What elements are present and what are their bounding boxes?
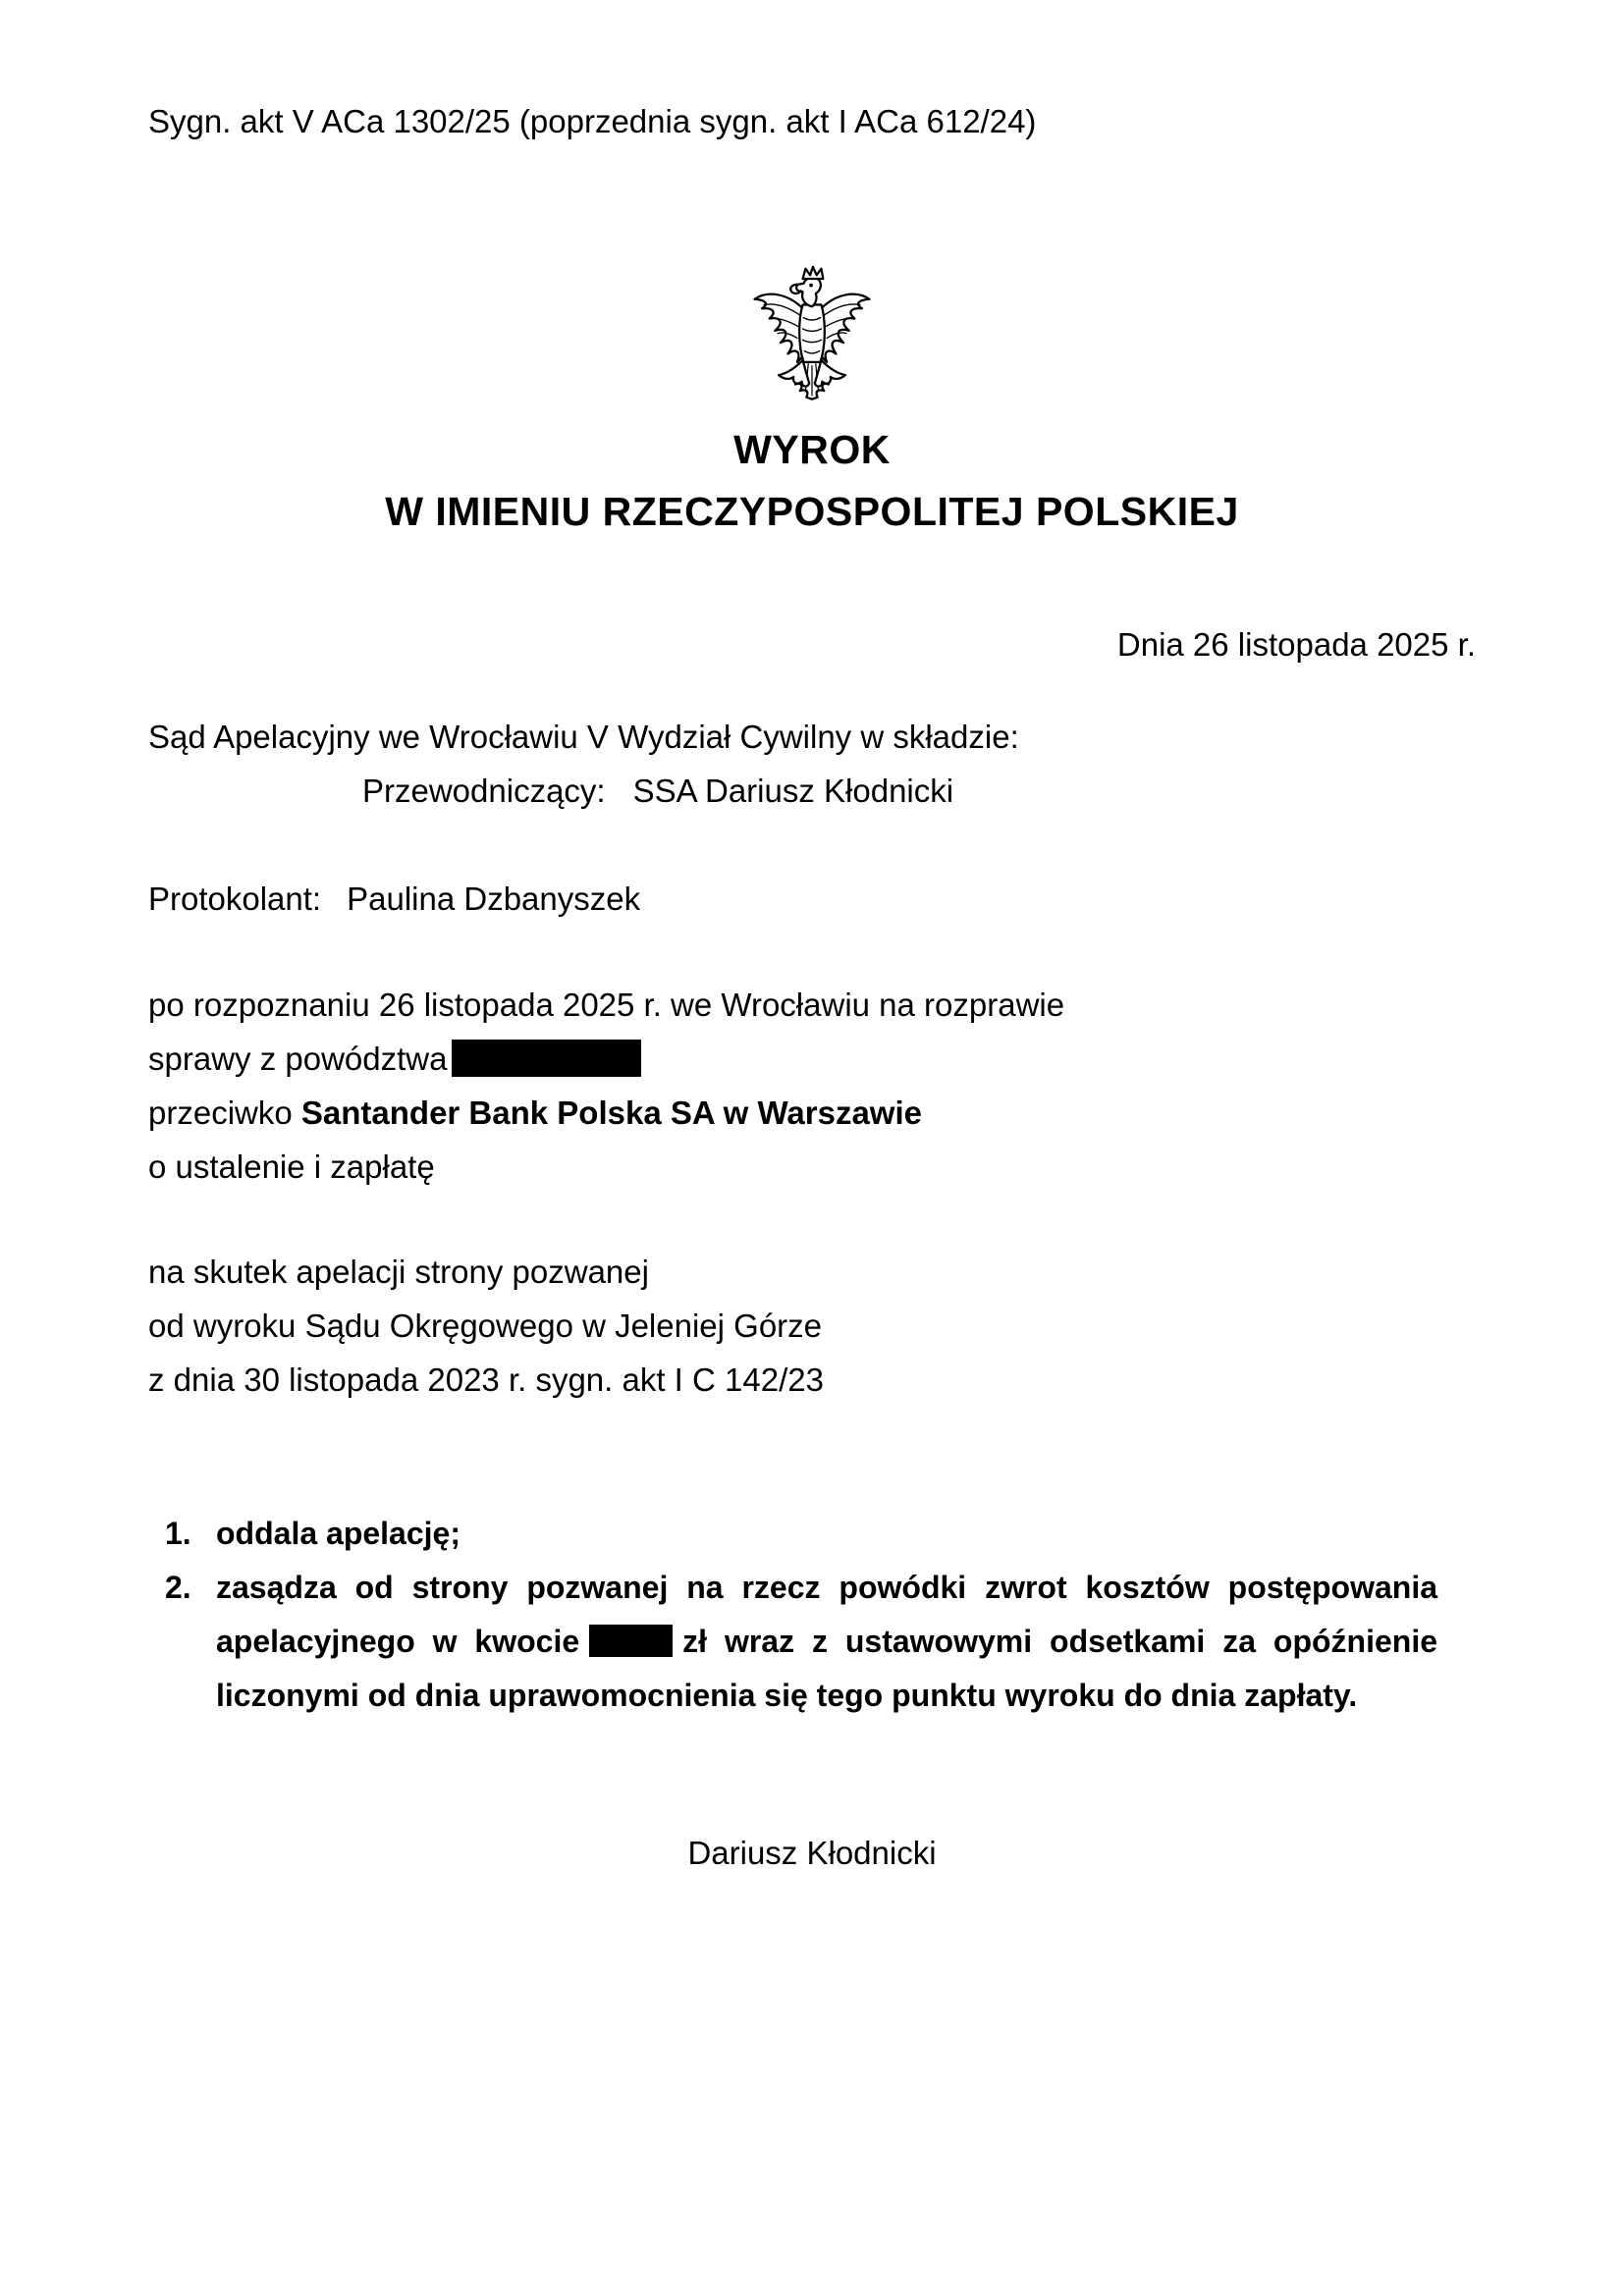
judgment-date: Dnia 26 listopada 2025 r.	[1116, 626, 1476, 663]
amount-prefix: apelacyjnego w kwocie	[216, 1624, 580, 1659]
presiding-label: Przewodniczący:	[362, 773, 606, 809]
plaintiff-prefix: sprawy z powództwa	[148, 1041, 448, 1077]
ruling-item-1-text: oddala apelację;	[216, 1516, 460, 1551]
ruling-item-2-number: 2.	[165, 1570, 191, 1605]
ruling-item-2-line-3: liczonymi od dnia uprawomocnienia się tego punktu wyroku do dnia zapłaty.	[216, 1678, 1358, 1713]
ruling-item-2-line-1: zasądza od strony pozwanej na rzecz powódki zwrot kosztów postępowania	[216, 1570, 1437, 1605]
judge-signature: Dariusz Kłodnicki	[687, 1835, 937, 1871]
case-reference: Sygn. akt V ACa 1302/25 (poprzednia sygn. akt I ACa 612/24)	[148, 103, 1037, 139]
amount-suffix: zł wraz z ustawowymi odsetkami za opóźnienie	[682, 1624, 1438, 1659]
case-subject-line: o ustalenie i zapłatę	[148, 1148, 435, 1185]
court-composition-line: Sąd Apelacyjny we Wrocławiu V Wydział Cywilny w składzie:	[148, 719, 1019, 755]
ruling-item-1-number: 1.	[165, 1516, 191, 1551]
defendant-line	[148, 1086, 1476, 1140]
clerk-label: Protokolant:	[148, 881, 322, 917]
emblem-container	[148, 265, 1476, 423]
appeal-block	[148, 1245, 1476, 1407]
clerk-line	[148, 872, 1476, 926]
appeal-line-1: na skutek apelacji strony pozwanej	[148, 1254, 649, 1290]
redaction-bar-amount	[589, 1625, 673, 1657]
ruling-item-1	[165, 1507, 1437, 1561]
presiding-name: SSA Dariusz Kłodnicki	[632, 773, 954, 809]
presiding-judge-line	[148, 764, 1476, 818]
clerk-name: Paulina Dzbanyszek	[347, 881, 641, 917]
ruling-item-2-line-2	[216, 1615, 1437, 1669]
redaction-bar-plaintiff	[452, 1040, 641, 1077]
appeal-line-2: od wyroku Sądu Okręgowego w Jeleniej Górze	[148, 1308, 823, 1344]
ruling-item-2-text	[216, 1561, 1437, 1723]
ruling-item-2	[165, 1561, 1437, 1723]
document-title: WYROK	[733, 427, 891, 472]
document-subtitle: W IMIENIU RZECZYPOSPOLITEJ POLSKIEJ	[385, 489, 1239, 534]
defendant-prefix: przeciwko	[148, 1095, 293, 1131]
hearing-line: po rozpoznaniu 26 listopada 2025 r. we Wrocławiu na rozprawie	[148, 987, 1065, 1023]
polish-eagle-emblem-icon	[747, 265, 877, 423]
ruling-list	[165, 1507, 1437, 1723]
plaintiff-line	[148, 1032, 1476, 1086]
appeal-line-3: z dnia 30 listopada 2023 r. sygn. akt I C 142/23	[148, 1362, 824, 1398]
hearing-block	[148, 978, 1476, 1194]
defendant-name: Santander Bank Polska SA w Warszawie	[300, 1095, 922, 1131]
